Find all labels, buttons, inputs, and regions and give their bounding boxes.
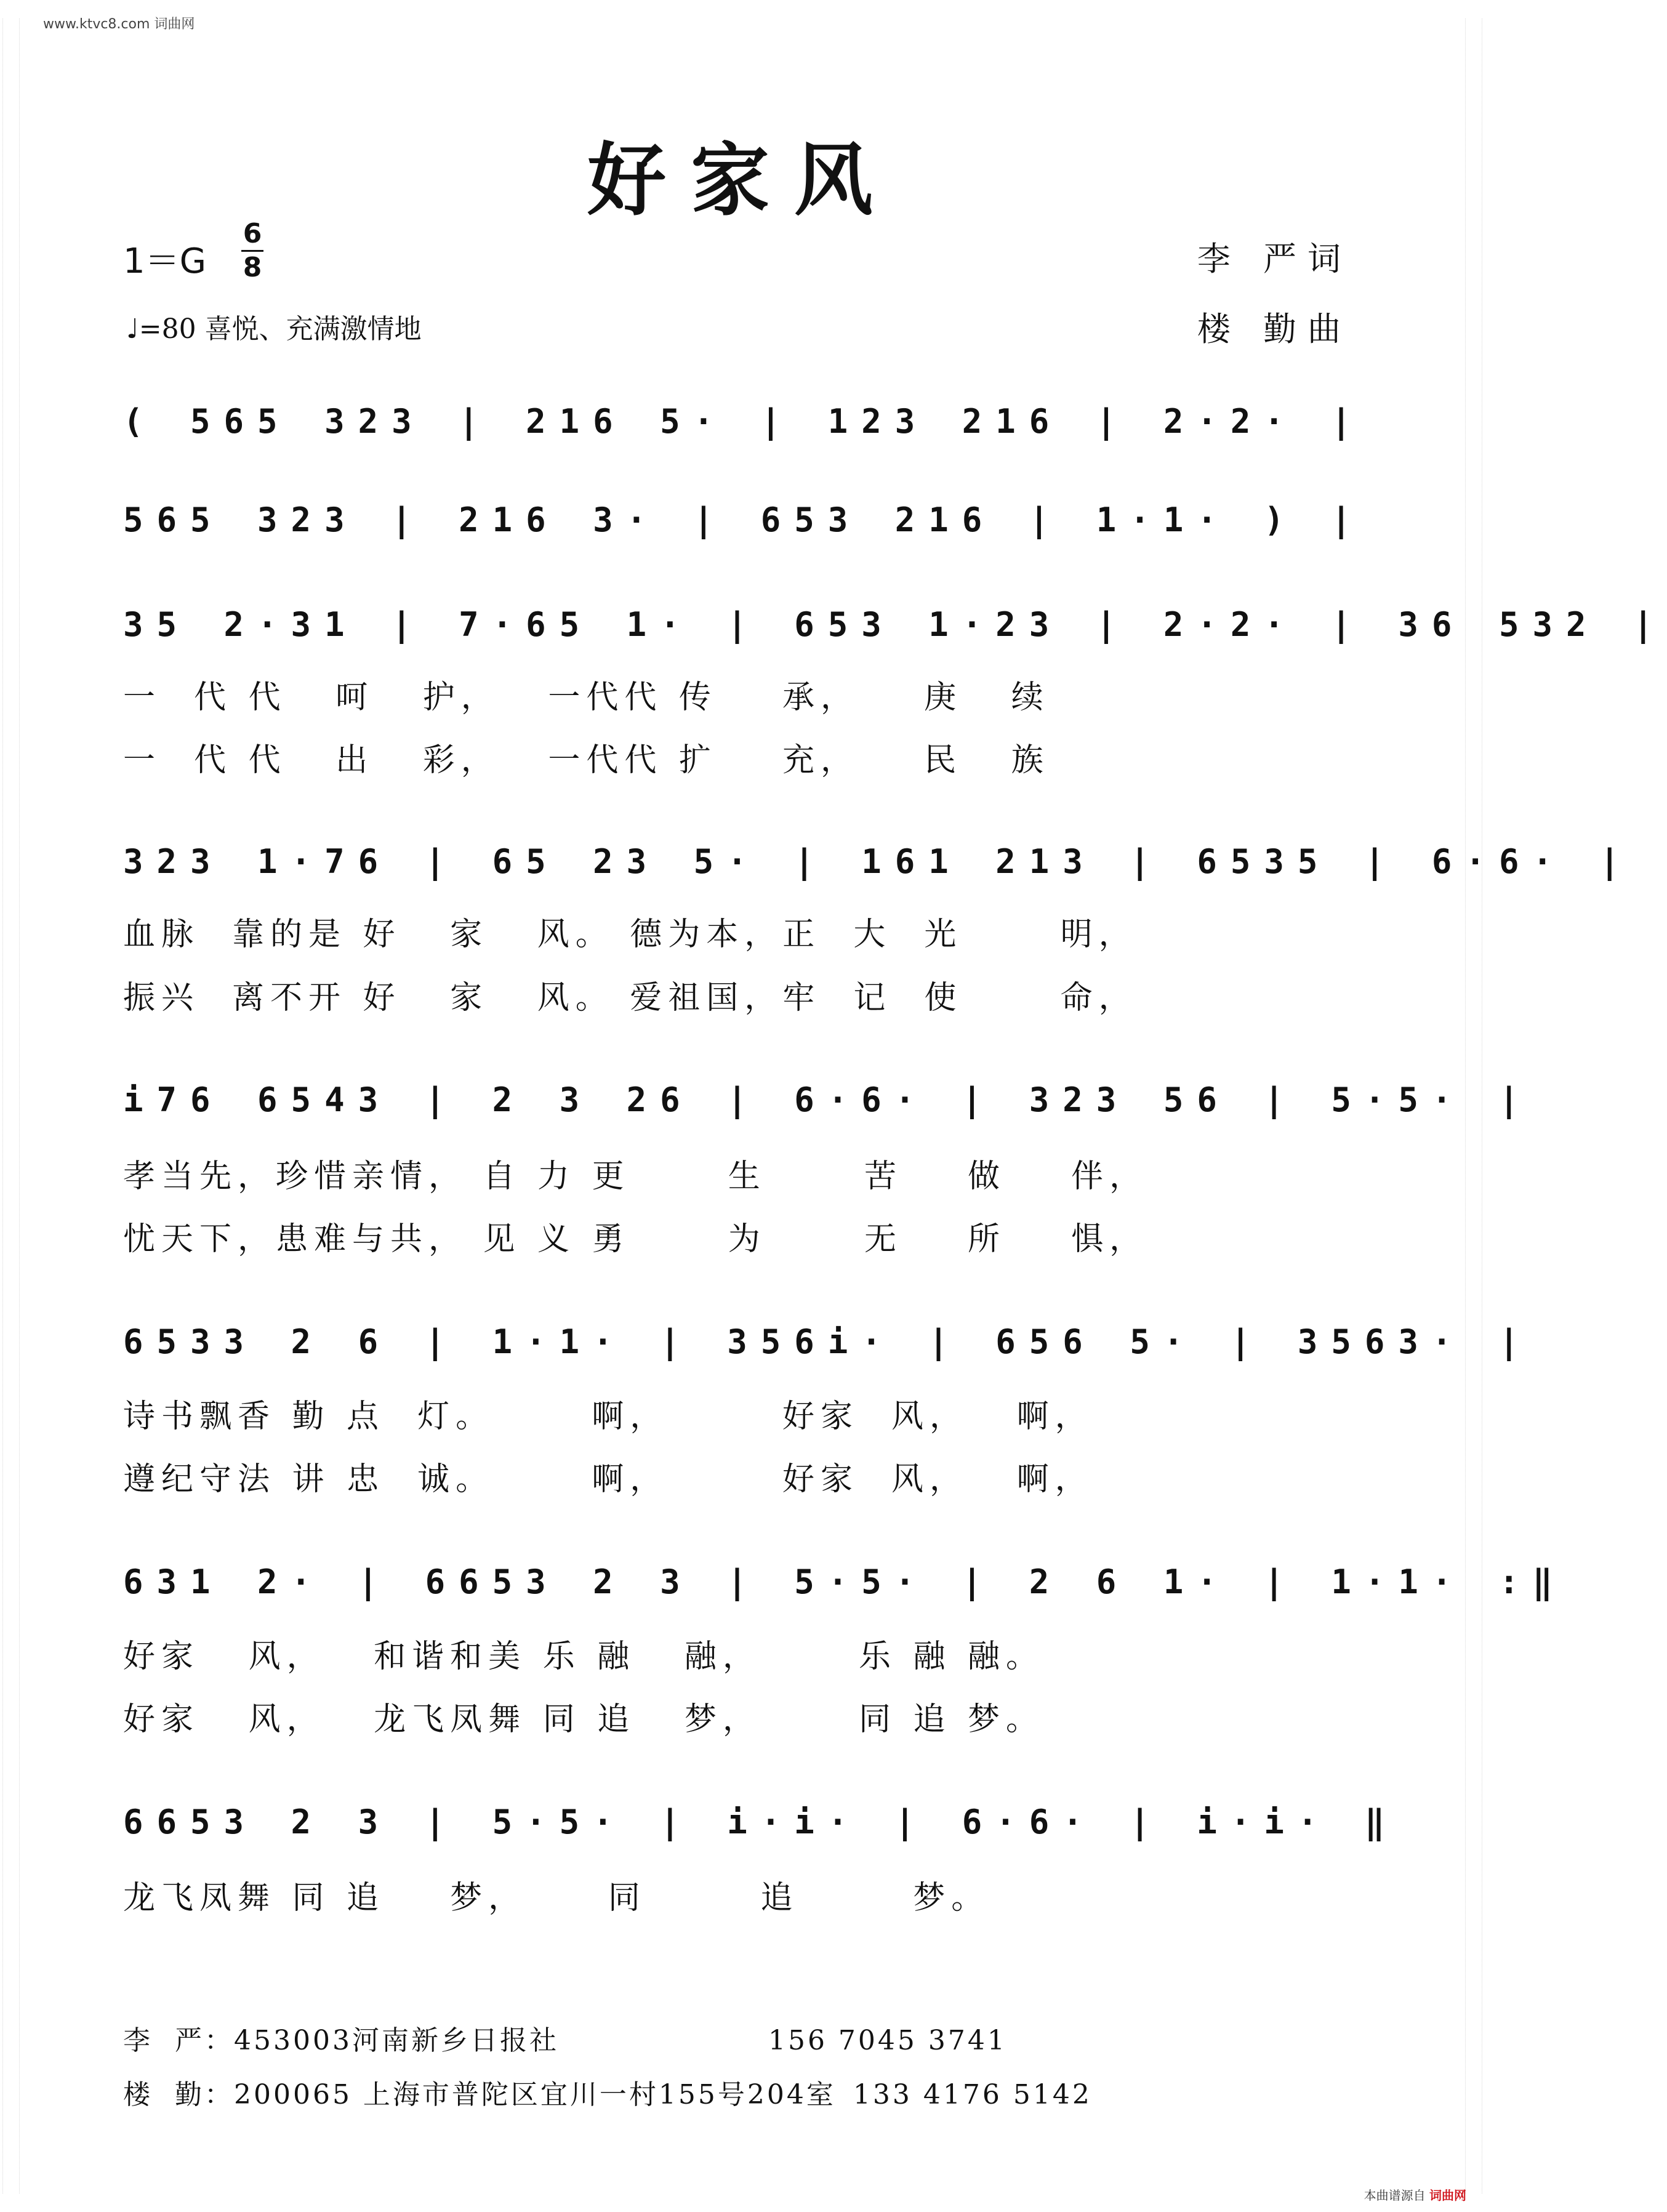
notation-line: 35 2·31 | 7·65 1· | 653 1·23 | 2·2· | 36 532 | xyxy=(123,605,1667,644)
song-title: 好家风 xyxy=(587,134,898,227)
time-numerator: 6 xyxy=(243,218,262,249)
score-system-2 xyxy=(123,499,1365,566)
notation-line: i76 6543 | 2 3 26 | 6·6· | 323 56 | 5·5· | xyxy=(123,1080,1533,1119)
lyric-verse-2: 好家 风， 龙飞凤舞 同 追 梦， 同 追 梦。 xyxy=(123,1701,1045,1738)
contact-address: 200065 上海市普陀区宜川一村155号204室 xyxy=(233,2079,836,2110)
source-watermark[interactable] xyxy=(1364,2186,1466,2203)
contact-row-2 xyxy=(123,2072,1092,2112)
lyric-verse-2: 振兴 离不开 好 家 风。 爱祖国，牢 记 使 命， xyxy=(123,979,1137,1016)
contact-phone: 133 4176 5142 xyxy=(853,2079,1092,2110)
notation-line: 565 323 | 216 3· | 653 216 | 1·1· ) | xyxy=(123,501,1365,539)
score-system-7 xyxy=(123,1561,1566,1628)
contact-row-1 xyxy=(123,2018,1007,2057)
time-signature xyxy=(241,220,263,281)
lyric-verse-1: 龙飞凤舞 同 追 梦， 同 追 梦。 xyxy=(123,1880,990,1916)
score-system-5 xyxy=(123,1079,1533,1146)
lyric-verse-1: 一 代 代 呵 护， 一代代 传 承， 庚 续 xyxy=(123,679,1050,716)
notation-line: 323 1·76 | 65 23 5· | 161 213 | 6535 | 6·6· | xyxy=(123,842,1633,881)
contact-name: 楼 勤： xyxy=(123,2079,234,2110)
contact-address: 453003河南新乡日报社 xyxy=(233,2025,559,2056)
left-border-strip xyxy=(2,18,20,2194)
score-system-3 xyxy=(123,603,1667,671)
notation-line: 6533 2 6 | 1·1· | 356i· | 656 5· | 3563· | xyxy=(123,1322,1533,1361)
notation-line: 631 2· | 6653 2 3 | 5·5· | 2 6 1· | 1·1· :‖ xyxy=(123,1562,1566,1601)
site-url[interactable]: www.ktvc8.com 词曲网 xyxy=(43,17,195,32)
lyric-verse-2: 遵纪守法 讲 忠 诚。 啊， 好家 风， 啊， xyxy=(123,1461,1093,1498)
contact-name: 李 严： xyxy=(123,2025,234,2056)
score-system-6 xyxy=(123,1321,1533,1388)
lyric-verse-1: 好家 风， 和谐和美 乐 融 融， 乐 融 融。 xyxy=(123,1638,1045,1675)
composer-credit: 楼 勤曲 xyxy=(1197,310,1352,348)
key-signature: 1＝G xyxy=(123,241,207,281)
contact-phone: 156 7045 3741 xyxy=(768,2025,1007,2056)
lyric-verse-2: 忧天下，患难与共， 见 义 勇 为 无 所 惧， xyxy=(123,1221,1148,1258)
notation-line: ( 565 323 | 216 5· | 123 216 | 2·2· | xyxy=(123,402,1365,441)
score-system-8 xyxy=(123,1801,1399,1868)
lyric-verse-1: 诗书飘香 勤 点 灯。 啊， 好家 风， 啊， xyxy=(123,1398,1093,1435)
source-brand: 词曲网 xyxy=(1429,2188,1466,2203)
time-denominator: 8 xyxy=(243,252,262,283)
notation-line: 6653 2 3 | 5·5· | i·i· | 6·6· | i·i· ‖ xyxy=(123,1803,1399,1841)
score-system-1 xyxy=(123,400,1365,468)
lyricist-credit: 李 严词 xyxy=(1197,239,1352,278)
lyric-verse-1: 孝当先，珍惜亲情， 自 力 更 生 苦 做 伴， xyxy=(123,1158,1148,1195)
lyric-verse-2: 一 代 代 出 彩， 一代代 扩 充， 民 族 xyxy=(123,742,1050,779)
source-text: 本曲谱源自 xyxy=(1364,2188,1426,2203)
score-system-4 xyxy=(123,840,1633,908)
tempo-marking: ♩=80 喜悦、充满激情地 xyxy=(126,313,422,345)
lyric-verse-1: 血脉 靠的是 好 家 风。 德为本，正 大 光 明， xyxy=(123,916,1137,953)
